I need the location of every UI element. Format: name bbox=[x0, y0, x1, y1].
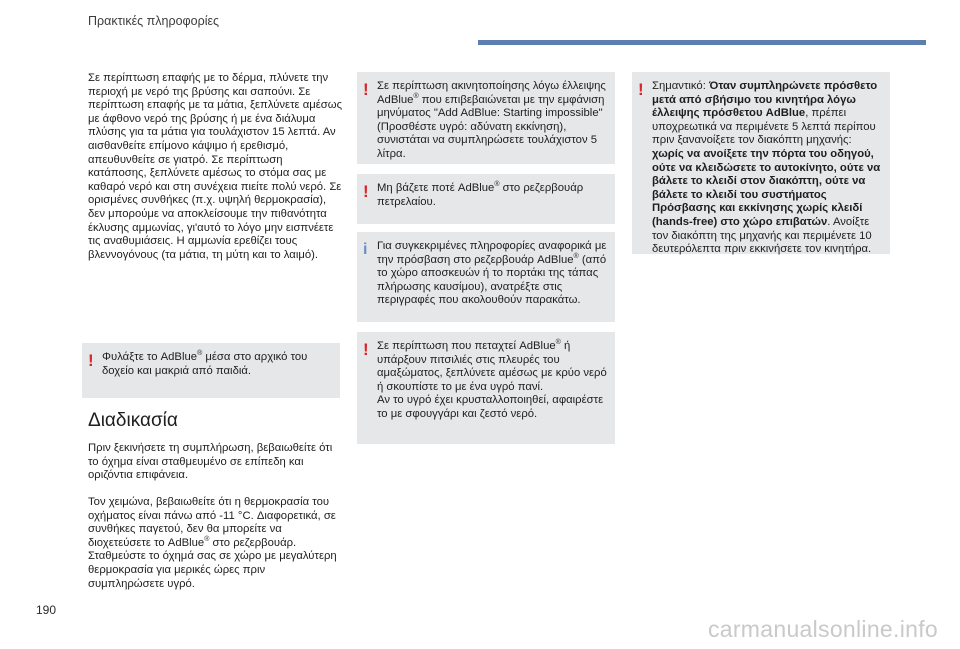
warning-icon: ! bbox=[638, 80, 644, 99]
registered-mark: ® bbox=[413, 92, 419, 100]
winter-text: Τον χειμώνα, βεβαιωθείτε ότι η θερμοκρασία του οχήματος είναι πάνω από -11 °C. Διαφορετικά, σε συνθήκες παγετού, δεν θα μπορείτε να διοχετεύσετε το AdBlue bbox=[88, 496, 336, 549]
procedure-intro bbox=[88, 442, 344, 483]
important-normal-2: . Ανοίξτε τον διακόπτη της μηχανής και περιμένετε 10 δευτερόλεπτα πριν εκκινήσετε τον κινητήρα. bbox=[652, 215, 872, 256]
watermark: carmanualsonline.info bbox=[707, 616, 938, 642]
skin-contact-paragraph: Σε περίπτωση επαφής με το δέρμα, πλύνετε την περιοχή με νερό της βρύσης και σαπούνι. Σε περίπτωση επαφής με τα μάτια, ξεπλύνετε αμέσως με άφθονο νερό της βρύσης ή με ένα διάλυμα πλύσης για τα μάτια για τουλάχιστον 15 λεπτά. Αν αισθανθείτε επίμονο κάψιμο ή ερεθισμό, απευθυνθείτε σε γιατρό. Σε περίπτωση κατάποσης, ξεπλύνετε αμέσως το στόμα σας με καθαρό νερό και στη συνέχεια πιείτε πολύ νερό. Σε ορισμένες συνθήκες (π.χ. υψηλή θερμοκρασία), δεν μπορούμε να αποκλείσουμε την πιθανότητα έκλυσης αμμωνίας, γι'αυτό το λόγο μην εισπνέετε τις αναθυμιάσεις. Η αμμωνία ερεθίζει τους βλεννογόνους (τα μάτια, τη μύτη και το λαιμό). bbox=[88, 72, 343, 261]
registered-mark: ® bbox=[197, 350, 203, 358]
box4-text: Σε περίπτωση που πεταχτεί AdBlue bbox=[377, 340, 556, 352]
registered-mark: ® bbox=[573, 252, 579, 260]
box3-text-cont: (από το χώρο αποσκευών ή το πορτάκι της τάπας πλήρωσης καυσίμου), ανατρέξτε στις περιγραφές που ακολουθούν παρακάτω. bbox=[377, 253, 607, 307]
box3-text: Για συγκεκριμένες πληροφορίες αναφορικά με την πρόσβαση στο ρεζερβουάρ AdBlue bbox=[377, 240, 607, 266]
box4-text-cont: ή υπάρξουν πιτσιλιές στις πλευρές του αμαξώματος, ξεπλύνετε αμέσως με κρύο νερό ή σκουπίστε το με ένα υγρό πανί. bbox=[377, 340, 607, 393]
header-accent-bar bbox=[478, 40, 926, 45]
winter-paragraph-block bbox=[88, 496, 344, 591]
registered-mark: ® bbox=[204, 536, 210, 544]
warning-icon: ! bbox=[363, 80, 369, 99]
registered-mark: ® bbox=[494, 181, 500, 189]
left-column bbox=[88, 72, 344, 262]
important-normal-1: , πρέπει υποχρεωτικά να περιμένετε 5 λεπτά περίπου πριν ξανανοίξετε τον διακόπτη μηχανής: bbox=[652, 107, 876, 147]
important-bold-1: Όταν συμπληρώνετε πρόσθετο μετά από σβήσιμο του κινητήρα λόγω έλλειψης πρόσθετου AdBlue bbox=[652, 80, 878, 120]
page-number: 190 bbox=[36, 603, 57, 617]
winter-paragraph bbox=[88, 496, 344, 591]
important-warning-box bbox=[632, 72, 890, 254]
important-lead: Σημαντικό: bbox=[652, 80, 709, 92]
warning-icon: ! bbox=[88, 351, 94, 370]
procedure-heading: Διαδικασία bbox=[88, 410, 178, 431]
info-icon: i bbox=[363, 241, 368, 258]
immobilisation-warning-box bbox=[357, 72, 615, 164]
child-safety-warning-box bbox=[82, 343, 340, 398]
registered-mark: ® bbox=[555, 339, 561, 347]
warning-text: Φυλάξτε το AdBlue bbox=[102, 351, 198, 363]
warning-icon: ! bbox=[363, 182, 369, 201]
splash-warning-box bbox=[357, 332, 615, 444]
warning-icon: ! bbox=[363, 340, 369, 359]
box2-text: Μη βάζετε ποτέ AdBlue bbox=[377, 182, 495, 194]
box4-line-2: Αν το υγρό έχει κρυσταλλοποιηθεί, αφαιρέστε το με σφουγγάρι και ζεστό νερό. bbox=[377, 394, 604, 420]
diesel-tank-warning-box bbox=[357, 174, 615, 224]
warning-text-cont: μέσα στο αρχικό του δοχείο και μακριά από παιδιά. bbox=[102, 351, 308, 377]
box2-text-cont: στο ρεζερβουάρ πετρελαίου. bbox=[377, 182, 584, 208]
winter-text-cont: στο ρεζερβουάρ. Σταθμεύστε το όχημά σας σε χώρο με μεγαλύτερη θερμοκρασία για μερικές ώρες πριν συμπληρώσετε υγρό. bbox=[88, 536, 337, 590]
level-surface-paragraph: Πριν ξεκινήσετε τη συμπλήρωση, βεβαιωθείτε ότι το όχημα είναι σταθμευμένο σε επίπεδη και οριζόντια επιφάνεια. bbox=[88, 442, 333, 482]
header-section-title: Πρακτικές πληροφορίες bbox=[88, 14, 220, 28]
access-info-box bbox=[357, 232, 615, 322]
important-bold-2: χωρίς να ανοίξετε την πόρτα του οδηγού, ούτε να κλειδώσετε το αυτοκίνητο, ούτε να βάλετε το κλειδί στον διακόπτη, ούτε να βάλετε το κλειδί του συστήματος Πρόσβασης και εκκίνησης χωρίς κλειδί (hands-free) στο χώρο επιβατών bbox=[652, 147, 881, 228]
box1-text-cont: που επιβεβαιώνεται με την εμφάνιση μηνύματος "Add AdBlue: Starting impossible" (Προσθέστε υγρό: αδύνατη εκκίνηση), συνιστάται να συμπληρώσετε τουλάχιστον 5 λίτρα. bbox=[377, 93, 605, 160]
box1-text: Σε περίπτωση ακινητοποίησης λόγω έλλειψης AdBlue bbox=[377, 80, 606, 106]
